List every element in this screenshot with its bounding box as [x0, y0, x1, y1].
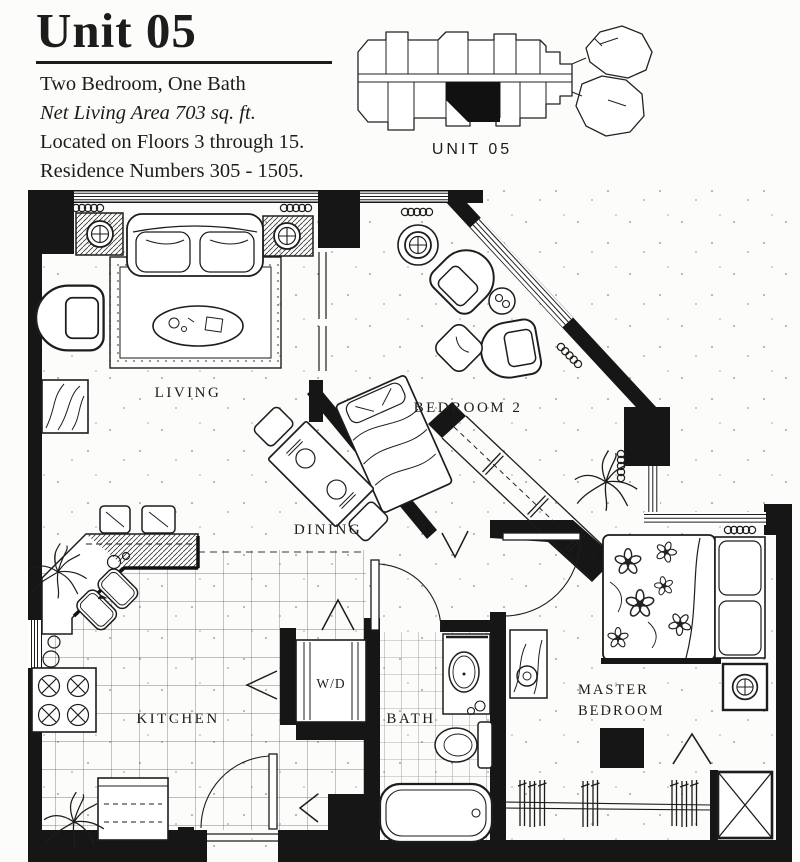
- sofa: [127, 214, 263, 276]
- living-armchair: [36, 286, 104, 351]
- key-plan-label: UNIT 05: [431, 141, 513, 158]
- shaft-box: [718, 772, 772, 838]
- bar-stool-1: [100, 506, 130, 533]
- page-title: Unit 05: [36, 3, 197, 58]
- bath-label: BATH: [386, 711, 436, 727]
- bedroom2-round-table: [398, 225, 438, 265]
- plan-header: [36, 4, 338, 185]
- nightstand: [723, 664, 767, 710]
- bathtub: [380, 784, 492, 842]
- side-table-left: [76, 213, 123, 255]
- side-table-right: [263, 216, 313, 256]
- subtitle-area: Net Living Area 703 sq. ft.: [40, 101, 256, 124]
- living-label: LIVING: [154, 385, 222, 401]
- subtitle-bed-bath: Two Bedroom, One Bath: [40, 72, 246, 95]
- floor-plan: [28, 182, 798, 862]
- dining-label: DINING: [293, 522, 363, 538]
- stove: [32, 668, 96, 732]
- subtitle-residences: Residence Numbers 305 - 1505.: [40, 160, 304, 183]
- bedroom2-side-table: [489, 288, 515, 314]
- subtitle-floors: Located on Floors 3 through 15.: [40, 130, 305, 153]
- wd-label: W/D: [316, 676, 346, 691]
- building-key-plan: [350, 4, 790, 164]
- refrigerator: [98, 778, 168, 840]
- master-label-line1: MASTER: [578, 682, 649, 698]
- master-dresser: [510, 630, 547, 698]
- kitchen-label: KITCHEN: [136, 711, 220, 727]
- key-plan-outline: [358, 26, 652, 136]
- title-underline: [36, 61, 332, 64]
- console-table: [42, 380, 88, 433]
- coffee-table: [153, 306, 243, 346]
- master-bed: [601, 535, 765, 664]
- bedroom2-label: BEDROOM 2: [413, 400, 523, 416]
- vanity-sink: [443, 634, 490, 715]
- master-label-line2: BEDROOM: [578, 703, 665, 719]
- bar-stool-2: [142, 506, 175, 533]
